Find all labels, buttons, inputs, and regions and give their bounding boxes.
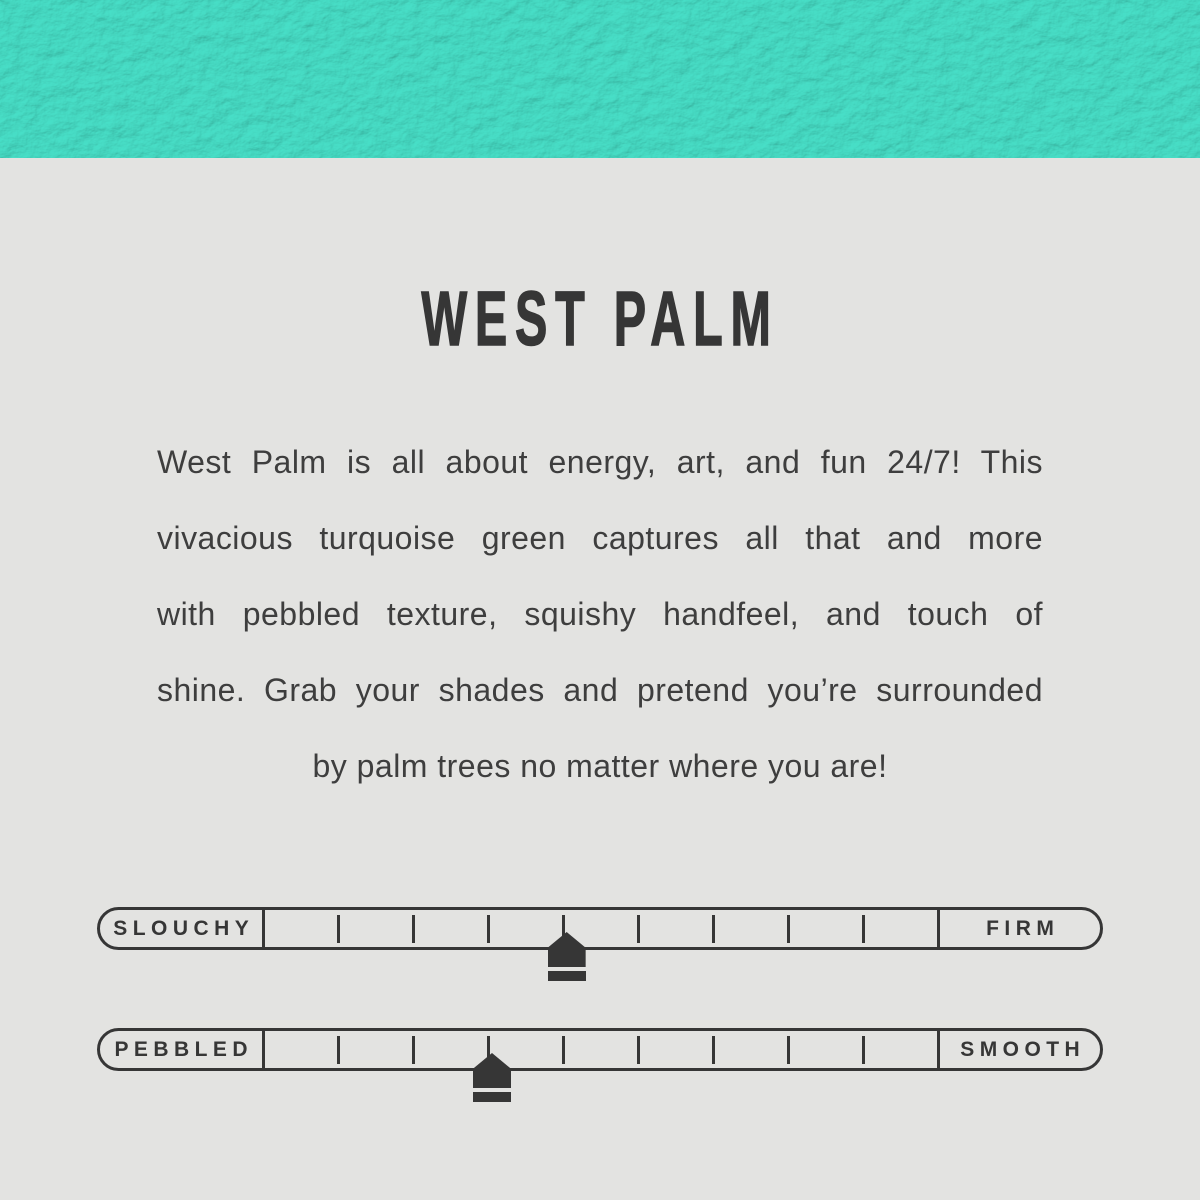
- color-name-title: WEST PALM: [421, 276, 779, 362]
- scale-tick: [787, 1036, 790, 1064]
- description-line: West Palm is all about energy, art, and fun 24/7! This: [157, 444, 1043, 480]
- scale-marker-pointer: [473, 1053, 511, 1088]
- color-description: [157, 424, 1043, 804]
- scale-tick: [712, 1036, 715, 1064]
- slider-texture: [97, 1028, 1103, 1071]
- scale-marker: [548, 932, 586, 981]
- slider-left-label: SLOUCHY: [100, 910, 265, 947]
- description-line: shine. Grab your shades and pretend you’re surrounded: [157, 672, 1043, 708]
- scale-marker-pointer: [548, 932, 586, 967]
- scale-tick: [862, 1036, 865, 1064]
- scale-tick: [337, 915, 340, 943]
- scale-tick: [487, 915, 490, 943]
- slider-right-label: SMOOTH: [937, 1031, 1100, 1068]
- scale-tick: [637, 915, 640, 943]
- scale-tick: [412, 1036, 415, 1064]
- slider-track: [265, 910, 937, 947]
- scale-marker-base: [548, 971, 586, 981]
- leather-texture-image: [0, 0, 1200, 158]
- slider-firmness: [97, 907, 1103, 950]
- slider-left-label: PEBBLED: [100, 1031, 265, 1068]
- leather-texture-banner: [0, 0, 1200, 158]
- scale-tick: [712, 915, 715, 943]
- scale-tick: [787, 915, 790, 943]
- scale-marker-base: [473, 1092, 511, 1102]
- slider-track: [265, 1031, 937, 1068]
- scale-tick: [562, 1036, 565, 1064]
- scale-marker: [473, 1053, 511, 1102]
- scale-tick: [412, 915, 415, 943]
- scale-tick: [862, 915, 865, 943]
- slider-right-label: FIRM: [937, 910, 1100, 947]
- description-line: vivacious turquoise green captures all that and more: [157, 520, 1043, 556]
- scale-tick: [337, 1036, 340, 1064]
- description-line: with pebbled texture, squishy handfeel, and touch of: [157, 596, 1043, 632]
- scale-tick: [637, 1036, 640, 1064]
- description-line: by palm trees no matter where you are!: [312, 748, 888, 784]
